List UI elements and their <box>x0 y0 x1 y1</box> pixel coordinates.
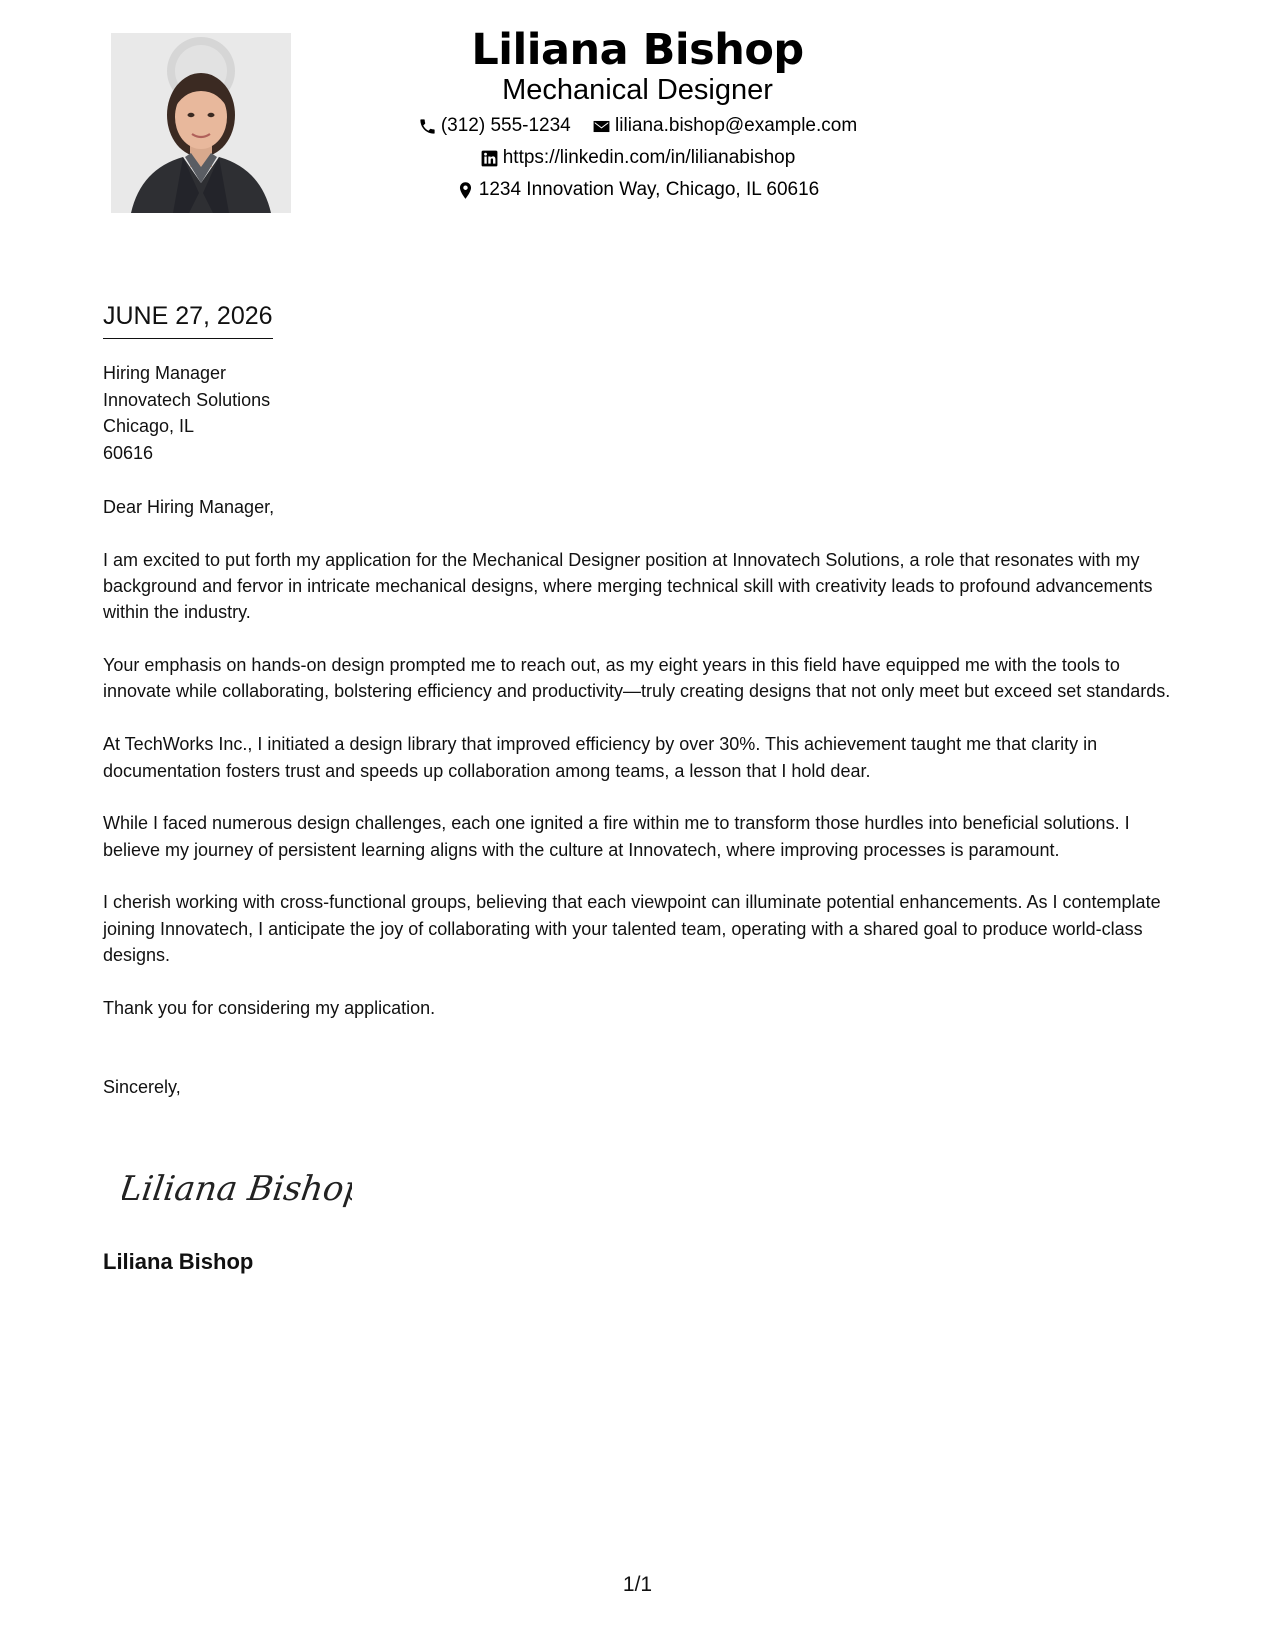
body-paragraph: At TechWorks Inc., I initiated a design library that improved efficiency by over 30%. This achievement taught me that clarity in documentation fosters trust and speeds up collaboration among teams, a lesson that I hold dear. <box>103 734 1098 781</box>
contact-row-linkedin <box>0 145 1275 176</box>
letter-body <box>103 494 1178 1127</box>
contact-row-address <box>0 177 1275 208</box>
contact-row-phone-email <box>0 113 1275 144</box>
letter-date: JUNE 27, 2026 <box>103 300 273 339</box>
phone-icon <box>418 117 437 136</box>
body-paragraph: While I faced numerous design challenges, each one ignited a fire within me to transform those hurdles into beneficial solutions. I believe my journey of persistent learning aligns with the culture at Innovatech, where improving processes is paramount. <box>103 813 1130 860</box>
linkedin-text: https://linkedin.com/in/lilianabishop <box>502 147 796 168</box>
recipient-line: Hiring Manager <box>103 363 227 383</box>
phone-contact[interactable] <box>418 113 571 139</box>
body-paragraph: I cherish working with cross-functional groups, believing that each viewpoint can illuminate potential enhancements. As I contemplate joining Innovatech, I anticipate the joy of collaborating with your talented team, operating with a shared goal to produce world-class designs. <box>103 892 1161 966</box>
applicant-name: Liliana Bishop <box>471 25 804 75</box>
salutation: Dear Hiring Manager, <box>103 497 275 517</box>
page-number: 1/1 <box>622 1573 653 1596</box>
handwritten-signature <box>122 1158 352 1218</box>
body-paragraph: Your emphasis on hands-on design prompted me to reach out, as my eight years in this field have equipped me with the tools to innovate while collaborating, bolstering efficiency and productivity—truly creating designs that not only meet but exceed set standards. <box>103 655 1171 702</box>
address-contact <box>456 177 819 203</box>
map-pin-icon <box>456 181 475 200</box>
closing: Sincerely, <box>103 1077 181 1098</box>
address-text: 1234 Innovation Way, Chicago, IL 60616 <box>478 179 820 200</box>
recipient-block <box>103 360 270 466</box>
recipient-line: Innovatech Solutions <box>103 389 271 410</box>
email-contact[interactable] <box>592 113 857 139</box>
body-paragraph: I am excited to put forth my application for the Mechanical Designer position at Innovatech Solutions, a role that resonates with my background and fervor in intricate mechanical designs, where merging technical skill with creativity leads to profound advancements within the industry. <box>103 549 1153 623</box>
envelope-icon <box>592 117 611 136</box>
recipient-line: 60616 <box>103 442 154 463</box>
email-text: liliana.bishop@example.com <box>615 115 858 136</box>
job-title: Mechanical Designer <box>502 74 773 106</box>
phone-text: (312) 555-1234 <box>440 115 571 136</box>
svg-text:Liliana Bishop: Liliana Bishop <box>122 1169 352 1209</box>
linkedin-contact[interactable] <box>480 145 796 171</box>
linkedin-icon <box>480 149 499 168</box>
signed-name: Liliana Bishop <box>103 1249 254 1274</box>
thanks-line: Thank you for considering my application. <box>103 997 436 1018</box>
recipient-line: Chicago, IL <box>103 416 195 436</box>
